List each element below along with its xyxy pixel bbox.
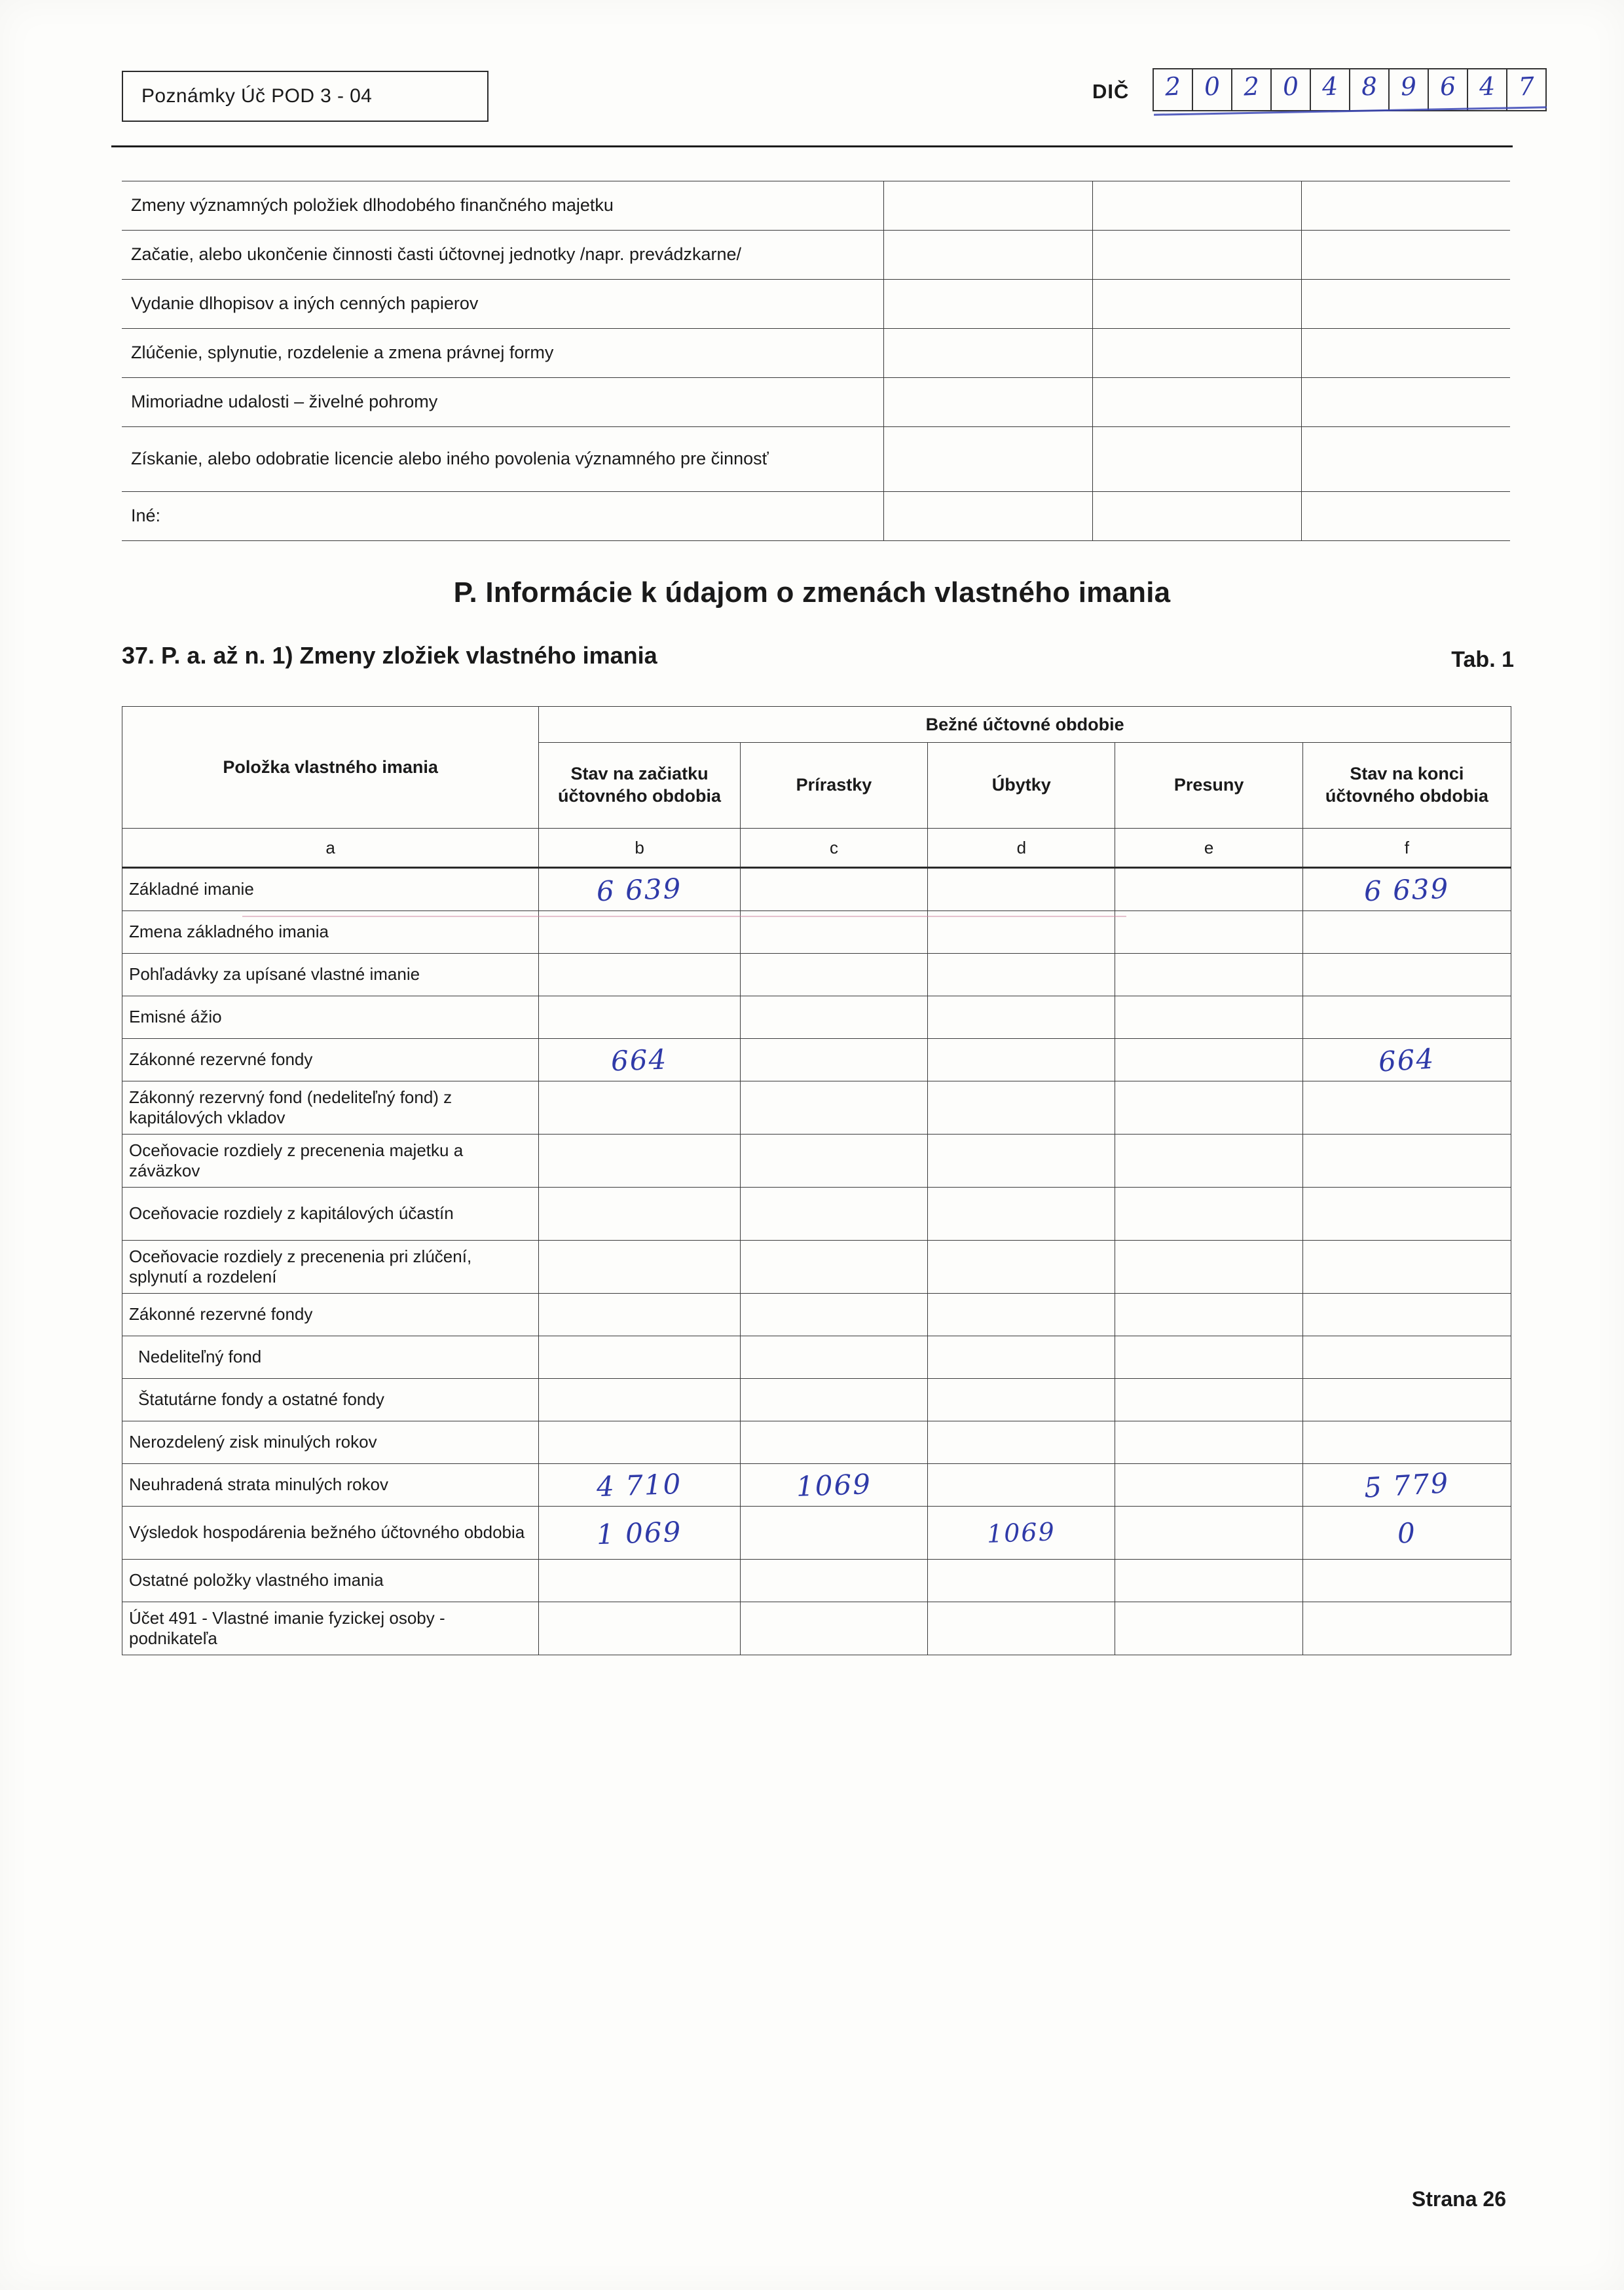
cell-e[interactable] <box>1115 1135 1302 1188</box>
cell-d[interactable] <box>928 1294 1115 1336</box>
table-header-row-group <box>122 707 1511 743</box>
row-label: Zákonné rezervné fondy <box>122 1039 539 1081</box>
col-header-item: Položka vlastného imania <box>122 707 539 829</box>
cell-f[interactable] <box>1302 1294 1511 1336</box>
cell-c[interactable] <box>740 996 927 1039</box>
dic-digit: 2 <box>1164 71 1182 102</box>
table-row <box>122 1081 1511 1135</box>
event-value-1[interactable] <box>884 181 1093 231</box>
event-value-1[interactable] <box>884 231 1093 280</box>
cell-e[interactable] <box>1115 1507 1302 1560</box>
dic-digit-cell <box>1192 68 1231 111</box>
dic-digit: 2 <box>1242 71 1261 102</box>
event-value-2[interactable] <box>1093 231 1302 280</box>
cell-e[interactable] <box>1115 1081 1302 1135</box>
event-value-2[interactable] <box>1093 329 1302 378</box>
event-value-2[interactable] <box>1093 427 1302 492</box>
cell-f[interactable] <box>1302 996 1511 1039</box>
cell-b[interactable] <box>539 1039 741 1081</box>
cell-b[interactable] <box>539 868 741 911</box>
form-code-label: Poznámky Úč POD 3 - 04 <box>141 85 373 107</box>
event-value-3[interactable] <box>1302 378 1511 427</box>
cell-b[interactable] <box>539 954 741 996</box>
table-row <box>122 329 1510 378</box>
cell-f[interactable] <box>1302 1188 1511 1241</box>
dic-digit: 8 <box>1360 71 1378 102</box>
cell-d[interactable] <box>928 911 1115 954</box>
row-label: Emisné ážio <box>122 996 539 1039</box>
dic-digit-cell <box>1428 68 1467 111</box>
cell-c[interactable] <box>740 911 927 954</box>
row-label: Nerozdelený zisk minulých rokov <box>122 1421 539 1464</box>
cell-e[interactable] <box>1115 954 1302 996</box>
event-value-2[interactable] <box>1093 378 1302 427</box>
row-label: Pohľadávky za upísané vlastné imanie <box>122 954 539 996</box>
cell-c[interactable] <box>740 1602 927 1655</box>
dic-digit: 9 <box>1399 71 1418 102</box>
col-header-decreases: Úbytky <box>928 743 1115 829</box>
event-label: Zlúčenie, splynutie, rozdelenie a zmena právnej formy <box>122 329 884 378</box>
dic-digit-cell <box>1270 68 1310 111</box>
dic-number-boxes <box>1153 68 1547 111</box>
row-label: Zmena základného imania <box>122 911 539 954</box>
table-row <box>122 492 1510 541</box>
cell-c[interactable] <box>740 1464 927 1507</box>
col-letter-e: e <box>1115 829 1302 868</box>
cell-c[interactable] <box>740 1039 927 1081</box>
dic-digit-cell <box>1467 68 1506 111</box>
dic-digit: 6 <box>1439 71 1457 102</box>
cell-b[interactable] <box>539 1135 741 1188</box>
cell-f[interactable] <box>1302 1464 1511 1507</box>
table-row <box>122 1560 1511 1602</box>
cell-b[interactable] <box>539 1560 741 1602</box>
col-letter-f: f <box>1302 829 1511 868</box>
col-header-transfers: Presuny <box>1115 743 1302 829</box>
cell-b[interactable] <box>539 1507 741 1560</box>
event-value-3[interactable] <box>1302 181 1511 231</box>
cell-e[interactable] <box>1115 996 1302 1039</box>
cell-b[interactable] <box>539 1336 741 1379</box>
handwritten-value: 0 <box>1397 1516 1417 1549</box>
row-label: Zákonné rezervné fondy <box>122 1294 539 1336</box>
row-label: Ostatné položky vlastného imania <box>122 1560 539 1602</box>
cell-d[interactable] <box>928 1039 1115 1081</box>
col-group-header: Bežné účtovné obdobie <box>539 707 1511 743</box>
cell-f[interactable] <box>1302 868 1511 911</box>
cell-b[interactable] <box>539 1464 741 1507</box>
cell-c[interactable] <box>740 868 927 911</box>
table-letter-row <box>122 829 1511 868</box>
dic-digit: 7 <box>1517 71 1536 102</box>
cell-e[interactable] <box>1115 1602 1302 1655</box>
cell-d[interactable] <box>928 1421 1115 1464</box>
event-label: Začatie, alebo ukončenie činnosti časti účtovnej jednotky /napr. prevádzkarne/ <box>122 231 884 280</box>
cell-b[interactable] <box>539 1602 741 1655</box>
table-row <box>122 911 1511 954</box>
cell-d[interactable] <box>928 1135 1115 1188</box>
row-label: Zákonný rezervný fond (nedeliteľný fond) z kapitálových vkladov <box>122 1081 539 1135</box>
table-row <box>122 1507 1511 1560</box>
handwritten-value: 1 069 <box>596 1515 683 1550</box>
col-letter-c: c <box>740 829 927 868</box>
row-label: Výsledok hospodárenia bežného účtovného obdobia <box>122 1507 539 1560</box>
cell-f[interactable] <box>1302 1336 1511 1379</box>
event-value-1[interactable] <box>884 492 1093 541</box>
row-label: Nedeliteľný fond <box>122 1336 539 1379</box>
table-row <box>122 1379 1511 1421</box>
dic-digit-cell <box>1506 68 1547 111</box>
table-row <box>122 1135 1511 1188</box>
event-label: Mimoriadne udalosti – živelné pohromy <box>122 378 884 427</box>
cell-e[interactable] <box>1115 1336 1302 1379</box>
cell-c[interactable] <box>740 1336 927 1379</box>
cell-e[interactable] <box>1115 1039 1302 1081</box>
cell-f[interactable] <box>1302 1421 1511 1464</box>
cell-d[interactable] <box>928 1241 1115 1294</box>
cell-d[interactable] <box>928 1081 1115 1135</box>
dic-digit-cell <box>1153 68 1192 111</box>
cell-c[interactable] <box>740 1135 927 1188</box>
table-row <box>122 1602 1511 1655</box>
section-subtitle: 37. P. a. až n. 1) Zmeny zložiek vlastného imania <box>122 642 657 669</box>
handwritten-value: 664 <box>1377 1042 1436 1078</box>
handwritten-value: 1069 <box>986 1517 1056 1549</box>
cell-b[interactable] <box>539 1188 741 1241</box>
table-row <box>122 231 1510 280</box>
header-divider <box>111 145 1513 147</box>
row-label: Oceňovacie rozdiely z precenenia pri zlúčení, splynutí a rozdelení <box>122 1241 539 1294</box>
significant-events-table <box>122 181 1510 541</box>
cell-f[interactable] <box>1302 1081 1511 1135</box>
table-row <box>122 1241 1511 1294</box>
col-header-increases: Prírastky <box>740 743 927 829</box>
cell-f[interactable] <box>1302 1135 1511 1188</box>
col-letter-d: d <box>928 829 1115 868</box>
scan-artifact <box>242 916 1126 917</box>
form-code-box <box>122 71 489 122</box>
cell-f[interactable] <box>1302 1039 1511 1081</box>
table-row <box>122 954 1511 996</box>
cell-c[interactable] <box>740 1421 927 1464</box>
cell-f[interactable] <box>1302 1560 1511 1602</box>
event-value-1[interactable] <box>884 378 1093 427</box>
dic-digit: 0 <box>1282 71 1300 102</box>
cell-c[interactable] <box>740 954 927 996</box>
cell-d[interactable] <box>928 1507 1115 1560</box>
cell-d[interactable] <box>928 1379 1115 1421</box>
event-value-1[interactable] <box>884 280 1093 329</box>
event-label: Vydanie dlhopisov a iných cenných papierov <box>122 280 884 329</box>
cell-b[interactable] <box>539 1241 741 1294</box>
table-row <box>122 1464 1511 1507</box>
cell-f[interactable] <box>1302 1507 1511 1560</box>
cell-e[interactable] <box>1115 1188 1302 1241</box>
dic-digit: 0 <box>1203 71 1221 102</box>
table-row <box>122 1188 1511 1241</box>
dic-digit-cell <box>1349 68 1388 111</box>
dic-digit-cell <box>1388 68 1428 111</box>
event-value-3[interactable] <box>1302 280 1511 329</box>
table-row <box>122 427 1510 492</box>
cell-e[interactable] <box>1115 1379 1302 1421</box>
event-value-1[interactable] <box>884 427 1093 492</box>
event-value-3[interactable] <box>1302 427 1511 492</box>
row-label: Základné imanie <box>122 868 539 911</box>
cell-d[interactable] <box>928 954 1115 996</box>
event-value-3[interactable] <box>1302 492 1511 541</box>
table-row <box>122 280 1510 329</box>
cell-c[interactable] <box>740 1241 927 1294</box>
table-row <box>122 181 1510 231</box>
cell-b[interactable] <box>539 1081 741 1135</box>
cell-c[interactable] <box>740 1507 927 1560</box>
event-label: Zmeny významných položiek dlhodobého finančného majetku <box>122 181 884 231</box>
event-value-1[interactable] <box>884 329 1093 378</box>
cell-f[interactable] <box>1302 954 1511 996</box>
dic-digit-cell <box>1310 68 1349 111</box>
dic-digit: 4 <box>1321 71 1339 102</box>
cell-f[interactable] <box>1302 1602 1511 1655</box>
row-label: Neuhradená strata minulých rokov <box>122 1464 539 1507</box>
cell-d[interactable] <box>928 868 1115 911</box>
event-value-2[interactable] <box>1093 280 1302 329</box>
cell-e[interactable] <box>1115 1560 1302 1602</box>
cell-f[interactable] <box>1302 1241 1511 1294</box>
dic-label: DIČ <box>1092 80 1130 103</box>
event-value-3[interactable] <box>1302 329 1511 378</box>
handwritten-value: 1069 <box>796 1467 872 1503</box>
row-label: Oceňovacie rozdiely z precenenia majetku a záväzkov <box>122 1135 539 1188</box>
event-label: Iné: <box>122 492 884 541</box>
cell-f[interactable] <box>1302 1379 1511 1421</box>
dic-digit: 4 <box>1478 71 1496 102</box>
equity-changes-table <box>122 706 1511 1655</box>
cell-b[interactable] <box>539 911 741 954</box>
handwritten-value: 4 710 <box>596 1467 683 1503</box>
cell-b[interactable] <box>539 1294 741 1336</box>
table-row <box>122 1336 1511 1379</box>
col-letter-a: a <box>122 829 539 868</box>
cell-e[interactable] <box>1115 1464 1302 1507</box>
cell-f[interactable] <box>1302 911 1511 954</box>
handwritten-value: 6 639 <box>1363 872 1450 907</box>
cell-c[interactable] <box>740 1294 927 1336</box>
table-number-label: Tab. 1 <box>1451 647 1514 672</box>
cell-d[interactable] <box>928 1602 1115 1655</box>
cell-d[interactable] <box>928 1560 1115 1602</box>
row-label: Účet 491 - Vlastné imanie fyzickej osoby - podnikateľa <box>122 1602 539 1655</box>
table-row <box>122 996 1511 1039</box>
col-header-opening-balance: Stav na začiatku účtovného obdobia <box>539 743 741 829</box>
event-value-2[interactable] <box>1093 492 1302 541</box>
handwritten-value: 5 779 <box>1363 1466 1450 1504</box>
cell-d[interactable] <box>928 1336 1115 1379</box>
cell-c[interactable] <box>740 1379 927 1421</box>
cell-e[interactable] <box>1115 1294 1302 1336</box>
cell-c[interactable] <box>740 1188 927 1241</box>
table-row <box>122 868 1511 911</box>
cell-d[interactable] <box>928 1188 1115 1241</box>
cell-e[interactable] <box>1115 1241 1302 1294</box>
col-header-closing-balance: Stav na konci účtovného obdobia <box>1302 743 1511 829</box>
dic-digit-cell <box>1231 68 1270 111</box>
event-value-3[interactable] <box>1302 231 1511 280</box>
cell-b[interactable] <box>539 996 741 1039</box>
cell-d[interactable] <box>928 1464 1115 1507</box>
table-row <box>122 1039 1511 1081</box>
cell-c[interactable] <box>740 1560 927 1602</box>
table-row <box>122 1294 1511 1336</box>
cell-b[interactable] <box>539 1379 741 1421</box>
page-number: Strana 26 <box>1411 2187 1506 2211</box>
col-letter-b: b <box>539 829 741 868</box>
event-label: Získanie, alebo odobratie licencie alebo iného povolenia významného pre činnosť <box>122 427 884 492</box>
cell-e[interactable] <box>1115 1421 1302 1464</box>
handwritten-value: 6 639 <box>596 872 683 907</box>
table-row <box>122 1421 1511 1464</box>
row-label: Oceňovacie rozdiely z kapitálových účastín <box>122 1188 539 1241</box>
equity-changes-table-wrapper <box>122 706 1511 1655</box>
cell-e[interactable] <box>1115 911 1302 954</box>
handwritten-value: 664 <box>610 1043 669 1077</box>
cell-e[interactable] <box>1115 868 1302 911</box>
cell-c[interactable] <box>740 1081 927 1135</box>
table-row <box>122 378 1510 427</box>
section-title: P. Informácie k údajom o zmenách vlastného imania <box>453 576 1171 609</box>
row-label: Štatutárne fondy a ostatné fondy <box>122 1379 539 1421</box>
event-value-2[interactable] <box>1093 181 1302 231</box>
cell-b[interactable] <box>539 1421 741 1464</box>
cell-d[interactable] <box>928 996 1115 1039</box>
